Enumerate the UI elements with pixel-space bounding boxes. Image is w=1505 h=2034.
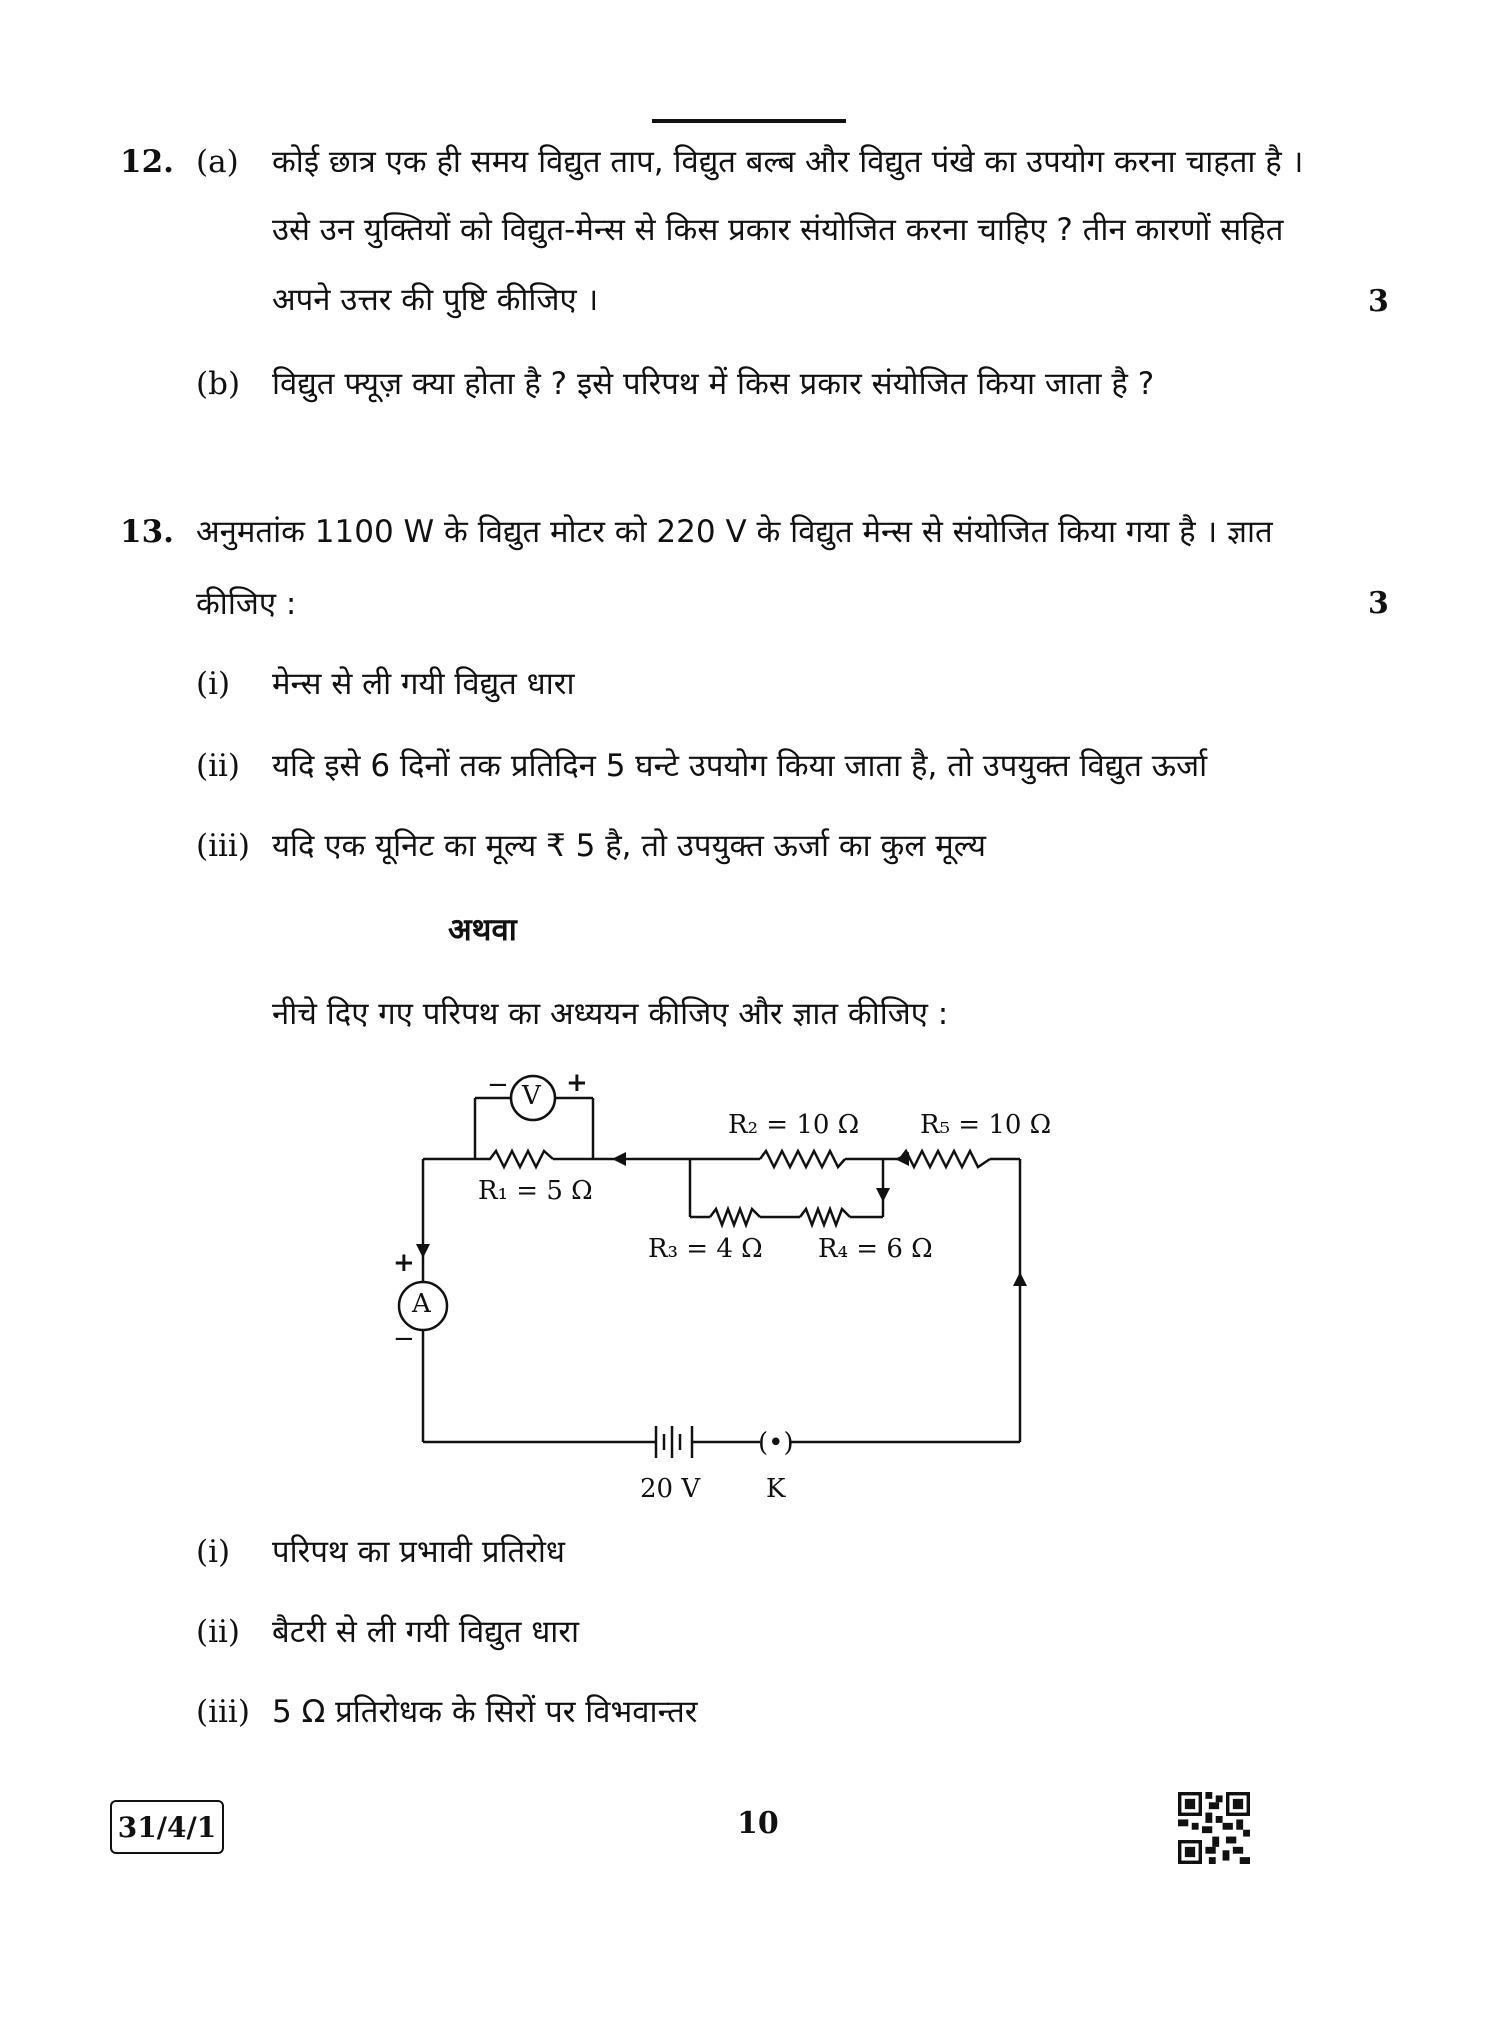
ammeter-minus: − [393,1324,415,1354]
q12a-label: (a) [196,144,239,180]
alt-item-label: (ii) [196,1614,241,1650]
ammeter-plus: + [393,1248,415,1278]
q13-number: 13. [120,514,174,550]
r4-label: R₄ = 6 Ω [818,1234,933,1264]
voltmeter-minus: − [487,1070,509,1100]
q12-number: 12. [120,144,174,180]
or-label: अथवा [448,912,517,948]
q12b-label: (b) [196,366,241,402]
battery-label: 20 V [640,1474,701,1504]
page-number: 10 [737,1806,779,1841]
ammeter-label: A [412,1289,431,1319]
key-symbol: (•) [758,1428,794,1458]
q13-line2: कीजिए : [196,586,297,622]
r1-label: R₁ = 5 Ω [478,1176,593,1206]
q12b-text: विद्युत फ्यूज़ क्या होता है ? इसे परिपथ में किस प्रकार संयोजित किया जाता है ? [272,366,1155,402]
q13-marks: 3 [1368,586,1389,621]
r2-label: R₂ = 10 Ω [728,1110,860,1140]
alt-item-label: (iii) [196,1694,250,1730]
alt-item-text: 5 Ω प्रतिरोधक के सिरों पर विभवान्तर [272,1694,698,1730]
key-label: K [766,1474,786,1504]
paper-code: 31/4/1 [110,1800,224,1854]
alt-item-text: बैटरी से ली गयी विद्युत धारा [272,1614,580,1650]
r5-label: R₅ = 10 Ω [920,1110,1052,1140]
q12a-line2: उसे उन युक्तियों को विद्युत-मेन्स से किस प्रकार संयोजित करना चाहिए ? तीन कारणों सहित [272,212,1284,248]
alt-intro: नीचे दिए गए परिपथ का अध्ययन कीजिए और ज्ञात कीजिए : [272,996,949,1032]
r3-label: R₃ = 4 Ω [648,1234,763,1264]
q12a-line3: अपने उत्तर की पुष्टि कीजिए । [272,282,599,318]
q13-item-label: (ii) [196,748,241,784]
q13-item-label: (iii) [196,828,250,864]
voltmeter-label: V [522,1081,541,1111]
alt-item-text: परिपथ का प्रभावी प्रतिरोध [272,1534,565,1570]
q13-line1: अनुमतांक 1100 W के विद्युत मोटर को 220 V के विद्युत मेन्स से संयोजित किया गया है । ज्ञात [196,514,1273,550]
alt-item-label: (i) [196,1534,231,1570]
q12a-marks: 3 [1368,284,1389,319]
qr-code-icon [1178,1792,1250,1864]
q13-item-text: यदि एक यूनिट का मूल्य ₹ 5 है, तो उपयुक्त ऊर्जा का कुल मूल्य [272,828,986,864]
voltmeter-plus: + [566,1068,588,1098]
q13-item-text: मेन्स से ली गयी विद्युत धारा [272,666,575,702]
q12a-line1: कोई छात्र एक ही समय विद्युत ताप, विद्युत बल्ब और विद्युत पंखे का उपयोग करना चाहता है । [272,144,1304,180]
q13-item-text: यदि इसे 6 दिनों तक प्रतिदिन 5 घन्टे उपयोग किया जाता है, तो उपयुक्त विद्युत ऊर्जा [272,748,1208,784]
q13-item-label: (i) [196,666,231,702]
